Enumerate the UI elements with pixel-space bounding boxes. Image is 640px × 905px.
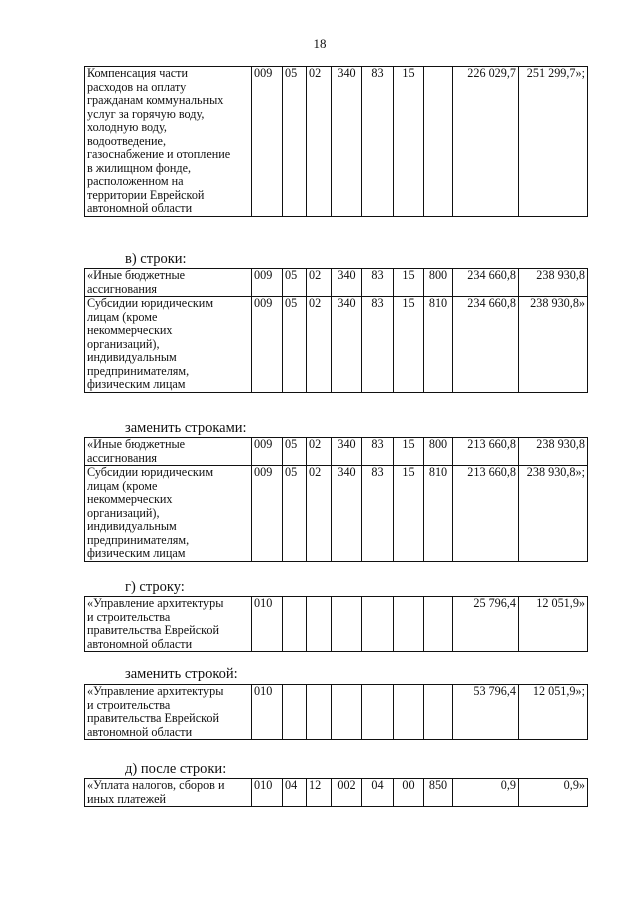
code-cell-expense-type: 810 — [424, 297, 453, 393]
amount-cell-year-1: 234 660,8 — [453, 269, 519, 297]
code-cell-target-2 — [362, 685, 394, 740]
row-name-line: некоммерческих — [87, 492, 173, 506]
code-cell-expense-type: 800 — [424, 269, 453, 297]
amount-cell-year-2: 238 930,8»; — [519, 466, 588, 562]
code-cell-admin: 009 — [252, 269, 283, 297]
code-cell-target-3: 00 — [394, 779, 424, 807]
code-cell-section: 05 — [283, 438, 307, 466]
code-cell-section — [283, 685, 307, 740]
table-row — [85, 685, 588, 740]
code-cell-section: 05 — [283, 67, 307, 217]
row-name-line: предпринимателям, — [87, 363, 190, 378]
code-cell-admin: 009 — [252, 438, 283, 466]
row-name-cell — [85, 466, 252, 562]
row-name-line: ассигнования — [87, 450, 158, 465]
code-cell-expense-type: 850 — [424, 779, 453, 807]
amount-cell-year-1: 226 029,7 — [453, 67, 519, 217]
code-cell-target-1 — [332, 685, 362, 740]
row-name-line: ассигнования — [87, 281, 158, 296]
amount-cell-year-1: 53 796,4 — [453, 685, 519, 740]
code-cell-target-2: 83 — [362, 438, 394, 466]
amount-cell-year-2: 12 051,9»; — [519, 685, 588, 740]
row-name-line: Субсидии юридическим — [87, 296, 214, 310]
row-name-line: Субсидии юридическим — [87, 465, 214, 479]
code-cell-target-2 — [362, 597, 394, 652]
code-cell-target-2: 83 — [362, 466, 394, 562]
page-number: 18 — [313, 36, 327, 51]
code-cell-admin: 010 — [252, 779, 283, 807]
code-cell-target-1: 340 — [332, 466, 362, 562]
code-cell-target-1: 340 — [332, 67, 362, 217]
row-name-line: расположенном на — [87, 174, 184, 188]
amount-cell-year-1: 25 796,4 — [453, 597, 519, 652]
code-cell-admin: 009 — [252, 466, 283, 562]
code-cell-target-1: 340 — [332, 297, 362, 393]
section-label-replace-rows: заменить строками: — [125, 420, 247, 436]
code-cell-admin: 009 — [252, 297, 283, 393]
code-cell-admin: 009 — [252, 67, 283, 217]
row-name-line: «Управление архитектуры — [87, 596, 224, 610]
row-name-line: и строительства — [87, 609, 171, 624]
row-name-cell — [85, 685, 252, 740]
code-cell-target-1: 340 — [332, 438, 362, 466]
code-cell-expense-type — [424, 597, 453, 652]
code-cell-subsection: 12 — [307, 779, 332, 807]
row-name-line: лицам (кроме — [87, 478, 158, 493]
code-cell-target-1: 340 — [332, 269, 362, 297]
row-name-line: некоммерческих — [87, 323, 173, 337]
code-cell-section: 05 — [283, 297, 307, 393]
row-name-line: правительства Еврейской — [87, 623, 220, 637]
code-cell-section — [283, 597, 307, 652]
table-row — [85, 597, 588, 652]
table-row — [85, 67, 588, 217]
row-name-line: лицам (кроме — [87, 309, 158, 324]
code-cell-subsection: 02 — [307, 67, 332, 217]
row-name-cell — [85, 67, 252, 217]
code-cell-subsection: 02 — [307, 438, 332, 466]
row-name-line: автономной области — [87, 201, 193, 215]
table-row — [85, 466, 588, 562]
code-cell-target-3: 15 — [394, 269, 424, 297]
row-name-line: и строительства — [87, 697, 171, 712]
code-cell-target-3: 15 — [394, 466, 424, 562]
budget-table-5 — [84, 684, 588, 740]
row-name-line: услуг за горячую воду, — [87, 106, 205, 121]
code-cell-subsection: 02 — [307, 466, 332, 562]
row-name-line: холодную воду, — [87, 120, 167, 134]
amount-cell-year-2: 0,9» — [519, 779, 588, 807]
code-cell-target-3 — [394, 597, 424, 652]
code-cell-section: 05 — [283, 466, 307, 562]
code-cell-target-2: 83 — [362, 297, 394, 393]
row-name-line: «Иные бюджетные — [87, 437, 186, 451]
amount-cell-year-2: 238 930,8» — [519, 297, 588, 393]
code-cell-subsection: 02 — [307, 269, 332, 297]
code-cell-subsection — [307, 685, 332, 740]
section-label-replace-row: заменить строкой: — [125, 666, 238, 682]
code-cell-expense-type: 810 — [424, 466, 453, 562]
code-cell-section: 04 — [283, 779, 307, 807]
budget-table-4 — [84, 596, 588, 652]
row-name-line: автономной области — [87, 724, 193, 739]
table-row — [85, 269, 588, 297]
row-name-line: организаций), — [87, 505, 160, 520]
code-cell-target-2: 83 — [362, 67, 394, 217]
row-name-line: «Уплата налогов, сборов и — [87, 778, 225, 792]
row-name-line: газоснабжение и отопление — [87, 147, 231, 161]
section-label-d: д) после строки: — [125, 761, 227, 777]
row-name-line: территории Еврейской — [87, 187, 205, 202]
table-row — [85, 779, 588, 807]
row-name-line: организаций), — [87, 336, 160, 351]
code-cell-target-1: 002 — [332, 779, 362, 807]
row-name-cell — [85, 297, 252, 393]
row-name-cell — [85, 779, 252, 807]
amount-cell-year-1: 213 660,8 — [453, 466, 519, 562]
row-name-line: расходов на оплату — [87, 79, 187, 94]
row-name-line: гражданам коммунальных — [87, 93, 224, 107]
code-cell-target-1 — [332, 597, 362, 652]
amount-cell-year-1: 0,9 — [453, 779, 519, 807]
row-name-line: физическим лицам — [87, 546, 186, 560]
budget-table-1 — [84, 66, 588, 217]
budget-table-2 — [84, 268, 588, 393]
amount-cell-year-2: 238 930,8 — [519, 269, 588, 297]
table-row — [85, 438, 588, 466]
code-cell-subsection — [307, 597, 332, 652]
code-cell-target-3 — [394, 685, 424, 740]
code-cell-admin: 010 — [252, 597, 283, 652]
row-name-line: правительства Еврейской — [87, 711, 220, 725]
code-cell-expense-type: 800 — [424, 438, 453, 466]
row-name-cell — [85, 269, 252, 297]
amount-cell-year-1: 234 660,8 — [453, 297, 519, 393]
code-cell-target-3: 15 — [394, 297, 424, 393]
row-name-line: автономной области — [87, 636, 193, 651]
row-name-line: индивидуальным — [87, 350, 177, 364]
code-cell-target-3: 15 — [394, 67, 424, 217]
row-name-line: «Иные бюджетные — [87, 268, 186, 282]
row-name-line: водоотведение, — [87, 133, 167, 148]
row-name-line: «Управление архитектуры — [87, 684, 224, 698]
row-name-line: предпринимателям, — [87, 532, 190, 547]
amount-cell-year-2: 12 051,9» — [519, 597, 588, 652]
row-name-line: индивидуальным — [87, 519, 177, 533]
row-name-line: иных платежей — [87, 791, 166, 806]
amount-cell-year-1: 213 660,8 — [453, 438, 519, 466]
code-cell-admin: 010 — [252, 685, 283, 740]
code-cell-section: 05 — [283, 269, 307, 297]
row-name-line: физическим лицам — [87, 377, 186, 391]
section-label-g: г) строку: — [125, 579, 185, 595]
amount-cell-year-2: 251 299,7»; — [519, 67, 588, 217]
row-name-cell — [85, 597, 252, 652]
section-label-v: в) строки: — [125, 251, 187, 267]
row-name-line: Компенсация части — [87, 66, 189, 80]
amount-cell-year-2: 238 930,8 — [519, 438, 588, 466]
code-cell-target-2: 83 — [362, 269, 394, 297]
budget-table-6 — [84, 778, 588, 807]
code-cell-expense-type — [424, 67, 453, 217]
code-cell-subsection: 02 — [307, 297, 332, 393]
budget-table-3 — [84, 437, 588, 562]
row-name-cell — [85, 438, 252, 466]
code-cell-expense-type — [424, 685, 453, 740]
code-cell-target-3: 15 — [394, 438, 424, 466]
table-row — [85, 297, 588, 393]
code-cell-target-2: 04 — [362, 779, 394, 807]
row-name-line: в жилищном фонде, — [87, 160, 192, 175]
